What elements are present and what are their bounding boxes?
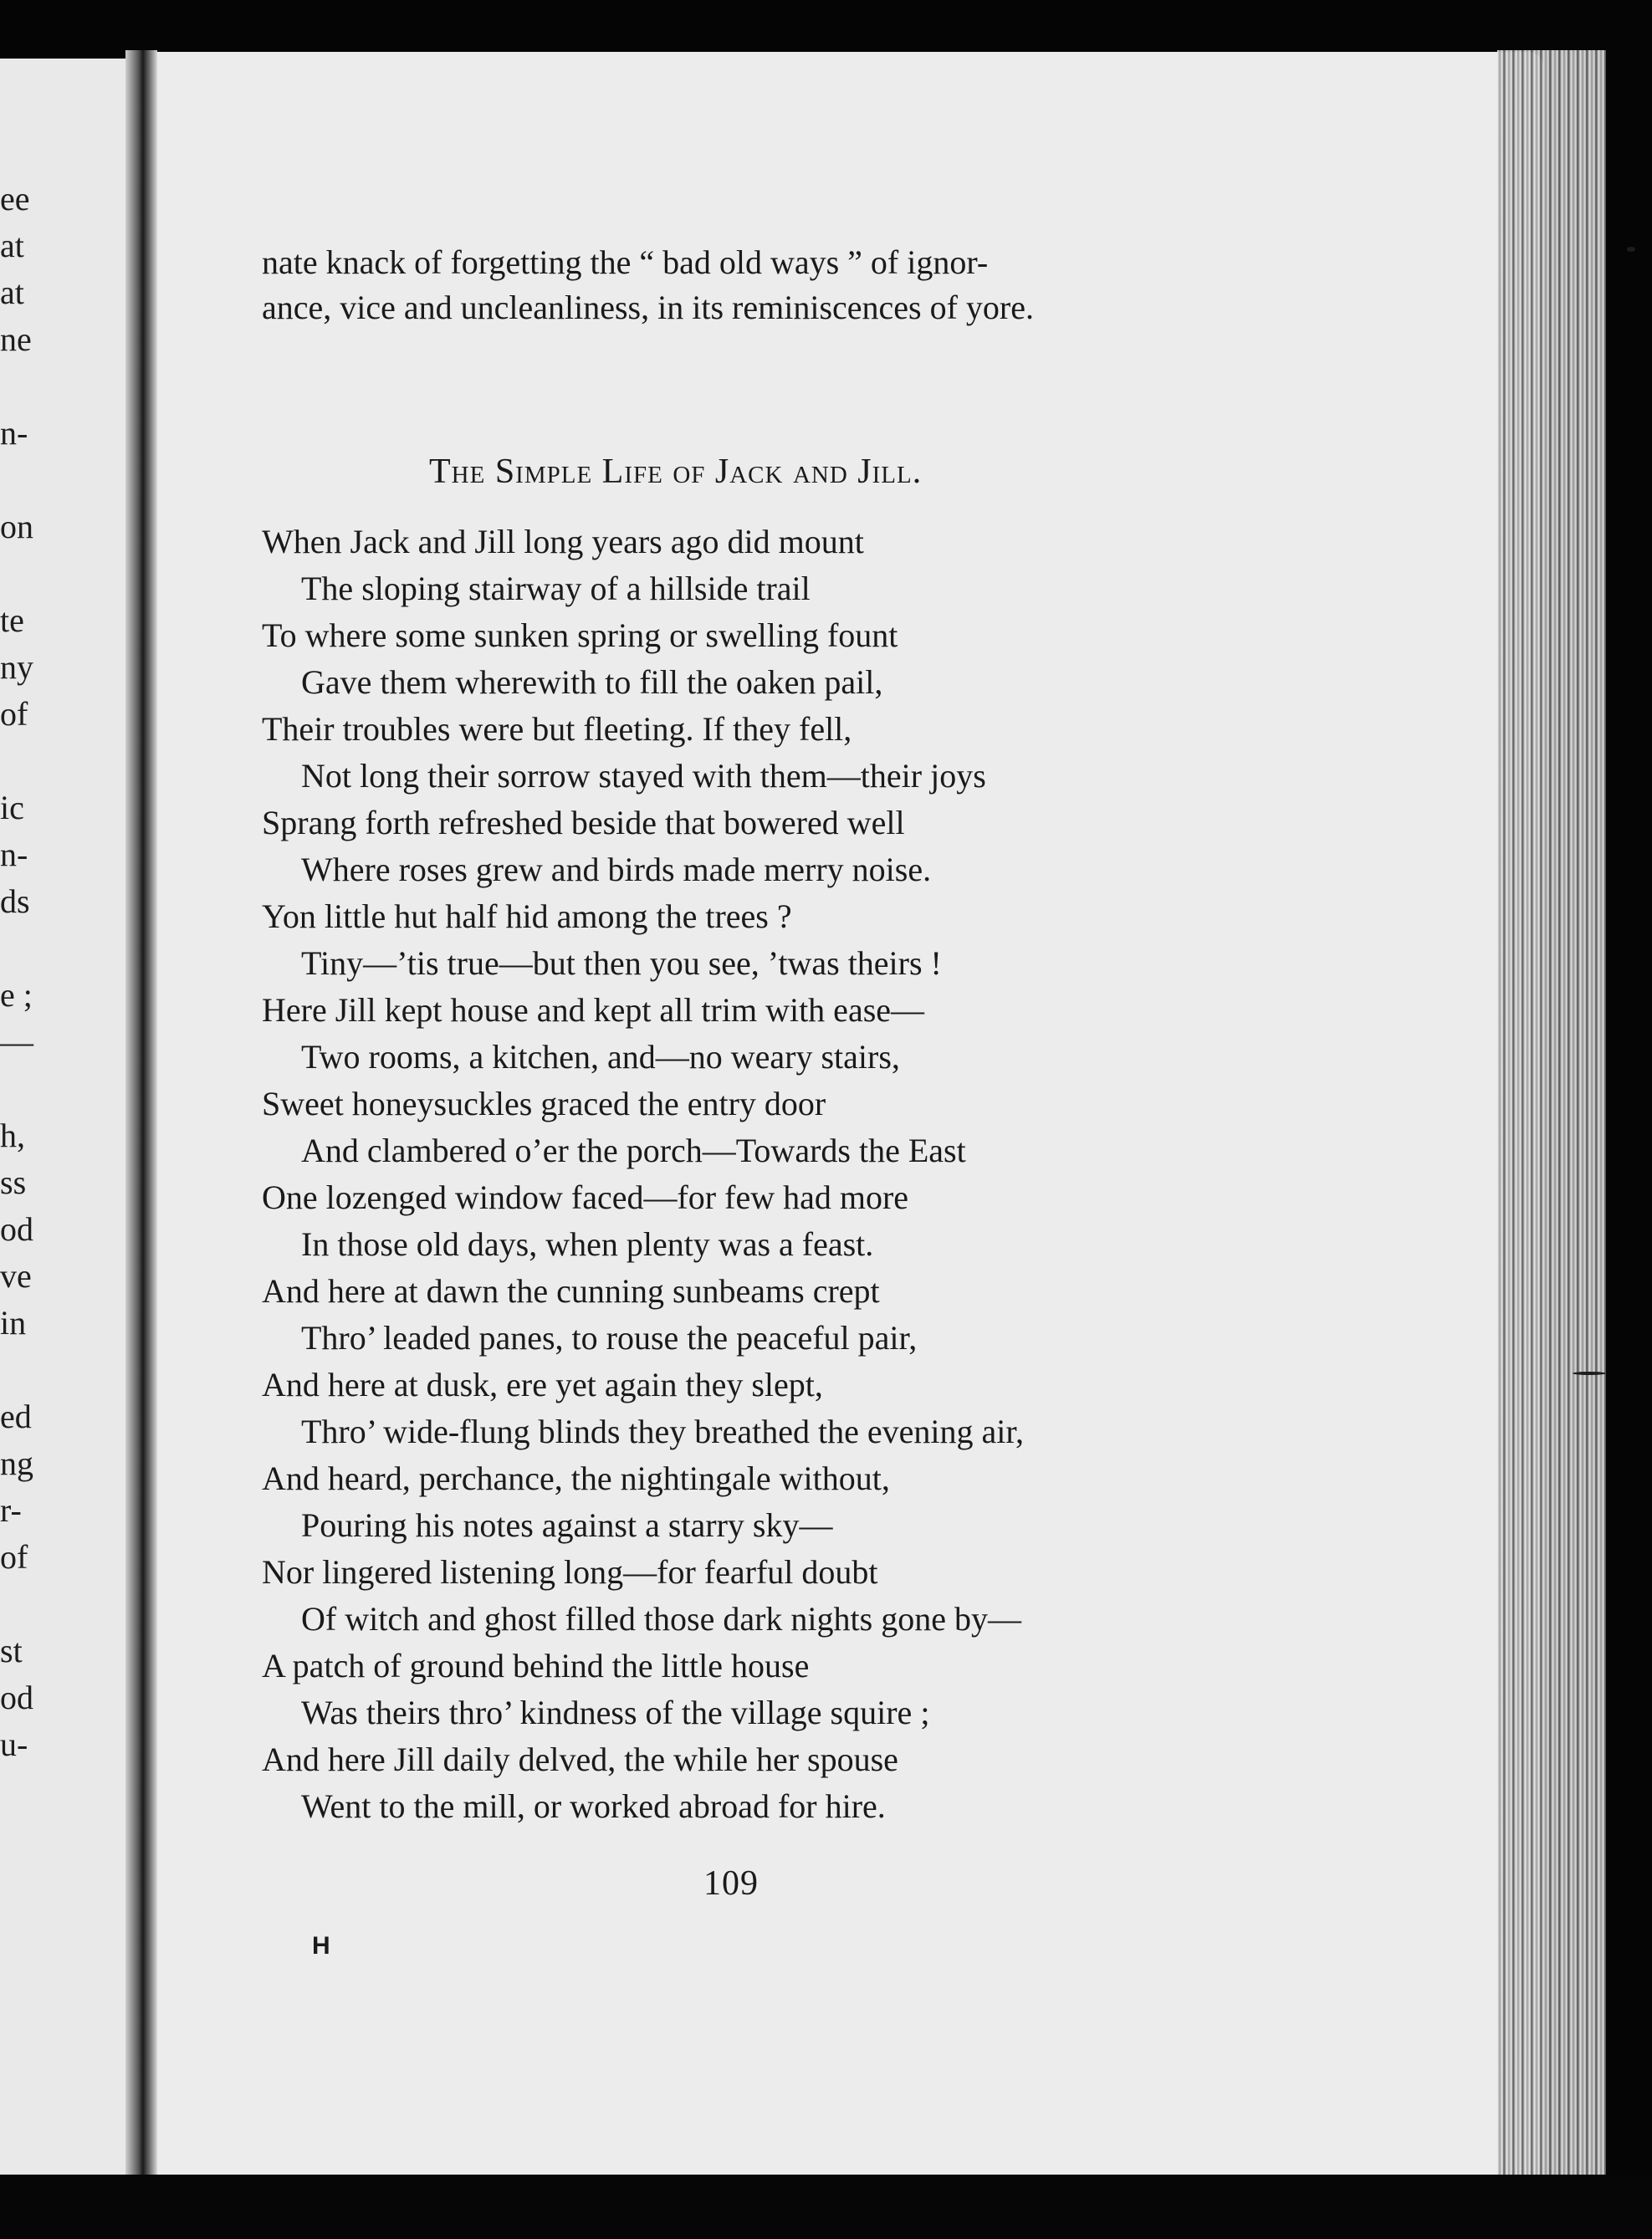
facing-page-fragment: ve xyxy=(0,1257,32,1295)
poem-line: Sweet honeysuckles graced the entry door xyxy=(262,1085,826,1122)
page-number: 109 xyxy=(703,1864,759,1903)
poem-line: And here at dawn the cunning sunbeams crept xyxy=(262,1272,880,1310)
facing-page-text-fragments xyxy=(0,59,138,2183)
facing-page-fragment: ny xyxy=(0,648,33,686)
poem-line: Yon little hut half hid among the trees ? xyxy=(262,897,792,935)
poem-line: A patch of ground behind the little house xyxy=(262,1647,810,1684)
poem-line: Gave them wherewith to fill the oaken pail, xyxy=(301,663,883,701)
poem-line: Thro’ leaded panes, to rouse the peaceful pair, xyxy=(301,1319,918,1357)
facing-page-fragment: on xyxy=(0,508,33,545)
poem-line: Went to the mill, or worked abroad for hire. xyxy=(301,1787,886,1825)
facing-page-fragment: — xyxy=(0,1023,33,1061)
facing-page-fragment: st xyxy=(0,1632,23,1669)
poem-line: Where roses grew and birds made merry noise. xyxy=(301,851,932,888)
facing-page-fragment: at xyxy=(0,273,24,311)
facing-page-fragment: at xyxy=(0,227,24,264)
poem-line: Here Jill kept house and kept all trim with ease— xyxy=(262,991,925,1029)
facing-page-fragment: ne xyxy=(0,320,32,358)
poem-line: And here at dusk, ere yet again they slept, xyxy=(262,1366,823,1403)
facing-page-fragment: ic xyxy=(0,789,24,826)
poem-line: Their troubles were but fleeting. If they fell, xyxy=(262,710,852,748)
prose-line: ance, vice and uncleanliness, in its reminiscences of yore. xyxy=(262,289,1034,326)
poem-body xyxy=(262,519,1024,1830)
poem-line: The sloping stairway of a hillside trail xyxy=(301,570,811,607)
poem-line: Sprang forth refreshed beside that bowered well xyxy=(262,804,905,841)
scan-background-bottom xyxy=(0,2175,1652,2239)
poem-line: One lozenged window faced—for few had more xyxy=(262,1178,909,1216)
poem-line: Was theirs thro’ kindness of the village squire ; xyxy=(301,1694,930,1731)
poem-line: And here Jill daily delved, the while her spouse xyxy=(262,1741,898,1778)
poem-line: Not long their sorrow stayed with them—their joys xyxy=(301,757,986,795)
facing-page-fragment: ed xyxy=(0,1398,32,1435)
prose-line: nate knack of forgetting the “ bad old ways ” of ignor- xyxy=(262,243,989,281)
facing-page-fragment: u- xyxy=(0,1725,28,1763)
facing-page-fragment: od xyxy=(0,1679,33,1716)
poem-line: And heard, perchance, the nightingale without, xyxy=(262,1459,890,1497)
signature-mark: H xyxy=(312,1932,330,1960)
scan-speck xyxy=(1573,1372,1606,1375)
facing-page-left xyxy=(0,59,138,2183)
facing-page-fragment: of xyxy=(0,1538,28,1576)
facing-page-fragment: of xyxy=(0,695,28,733)
poem-line: Of witch and ghost filled those dark nights gone by— xyxy=(301,1600,1021,1638)
poem-line: Two rooms, a kitchen, and—no weary stairs, xyxy=(301,1038,900,1076)
facing-page-fragment: h, xyxy=(0,1117,25,1154)
scan-speck xyxy=(1627,247,1635,252)
poem-line: When Jack and Jill long years ago did mount xyxy=(262,523,864,560)
poem-title-text: The Simple Life of Jack and Jill. xyxy=(429,452,923,491)
facing-page-fragment: ee xyxy=(0,180,30,217)
facing-page-fragment: n- xyxy=(0,836,28,873)
poem-line: In those old days, when plenty was a feast. xyxy=(301,1225,874,1263)
book-gutter xyxy=(125,50,157,2191)
poem-line: Pouring his notes against a starry sky— xyxy=(301,1506,833,1544)
facing-page-fragment: ng xyxy=(0,1444,33,1482)
poem-line: Nor lingered listening long—for fearful doubt xyxy=(262,1553,878,1591)
facing-page-fragment: od xyxy=(0,1210,33,1248)
facing-page-fragment: ss xyxy=(0,1163,27,1201)
poem-title xyxy=(429,452,922,492)
facing-page-fragment: r- xyxy=(0,1491,22,1529)
poem-line: Thro’ wide-flung blinds they breathed the evening air, xyxy=(301,1413,1025,1450)
poem-line: Tiny—’tis true—but then you see, ’twas theirs ! xyxy=(301,944,942,982)
poem-line: To where some sunken spring or swelling fount xyxy=(262,616,898,654)
facing-page-fragment: te xyxy=(0,601,24,639)
facing-page-fragment: n- xyxy=(0,414,28,452)
facing-page-fragment: e ; xyxy=(0,976,33,1014)
poem-line: And clambered o’er the porch—Towards the East xyxy=(301,1132,966,1169)
page-edges xyxy=(1497,50,1606,2200)
facing-page-fragment: in xyxy=(0,1304,27,1342)
facing-page-fragment: ds xyxy=(0,882,30,920)
